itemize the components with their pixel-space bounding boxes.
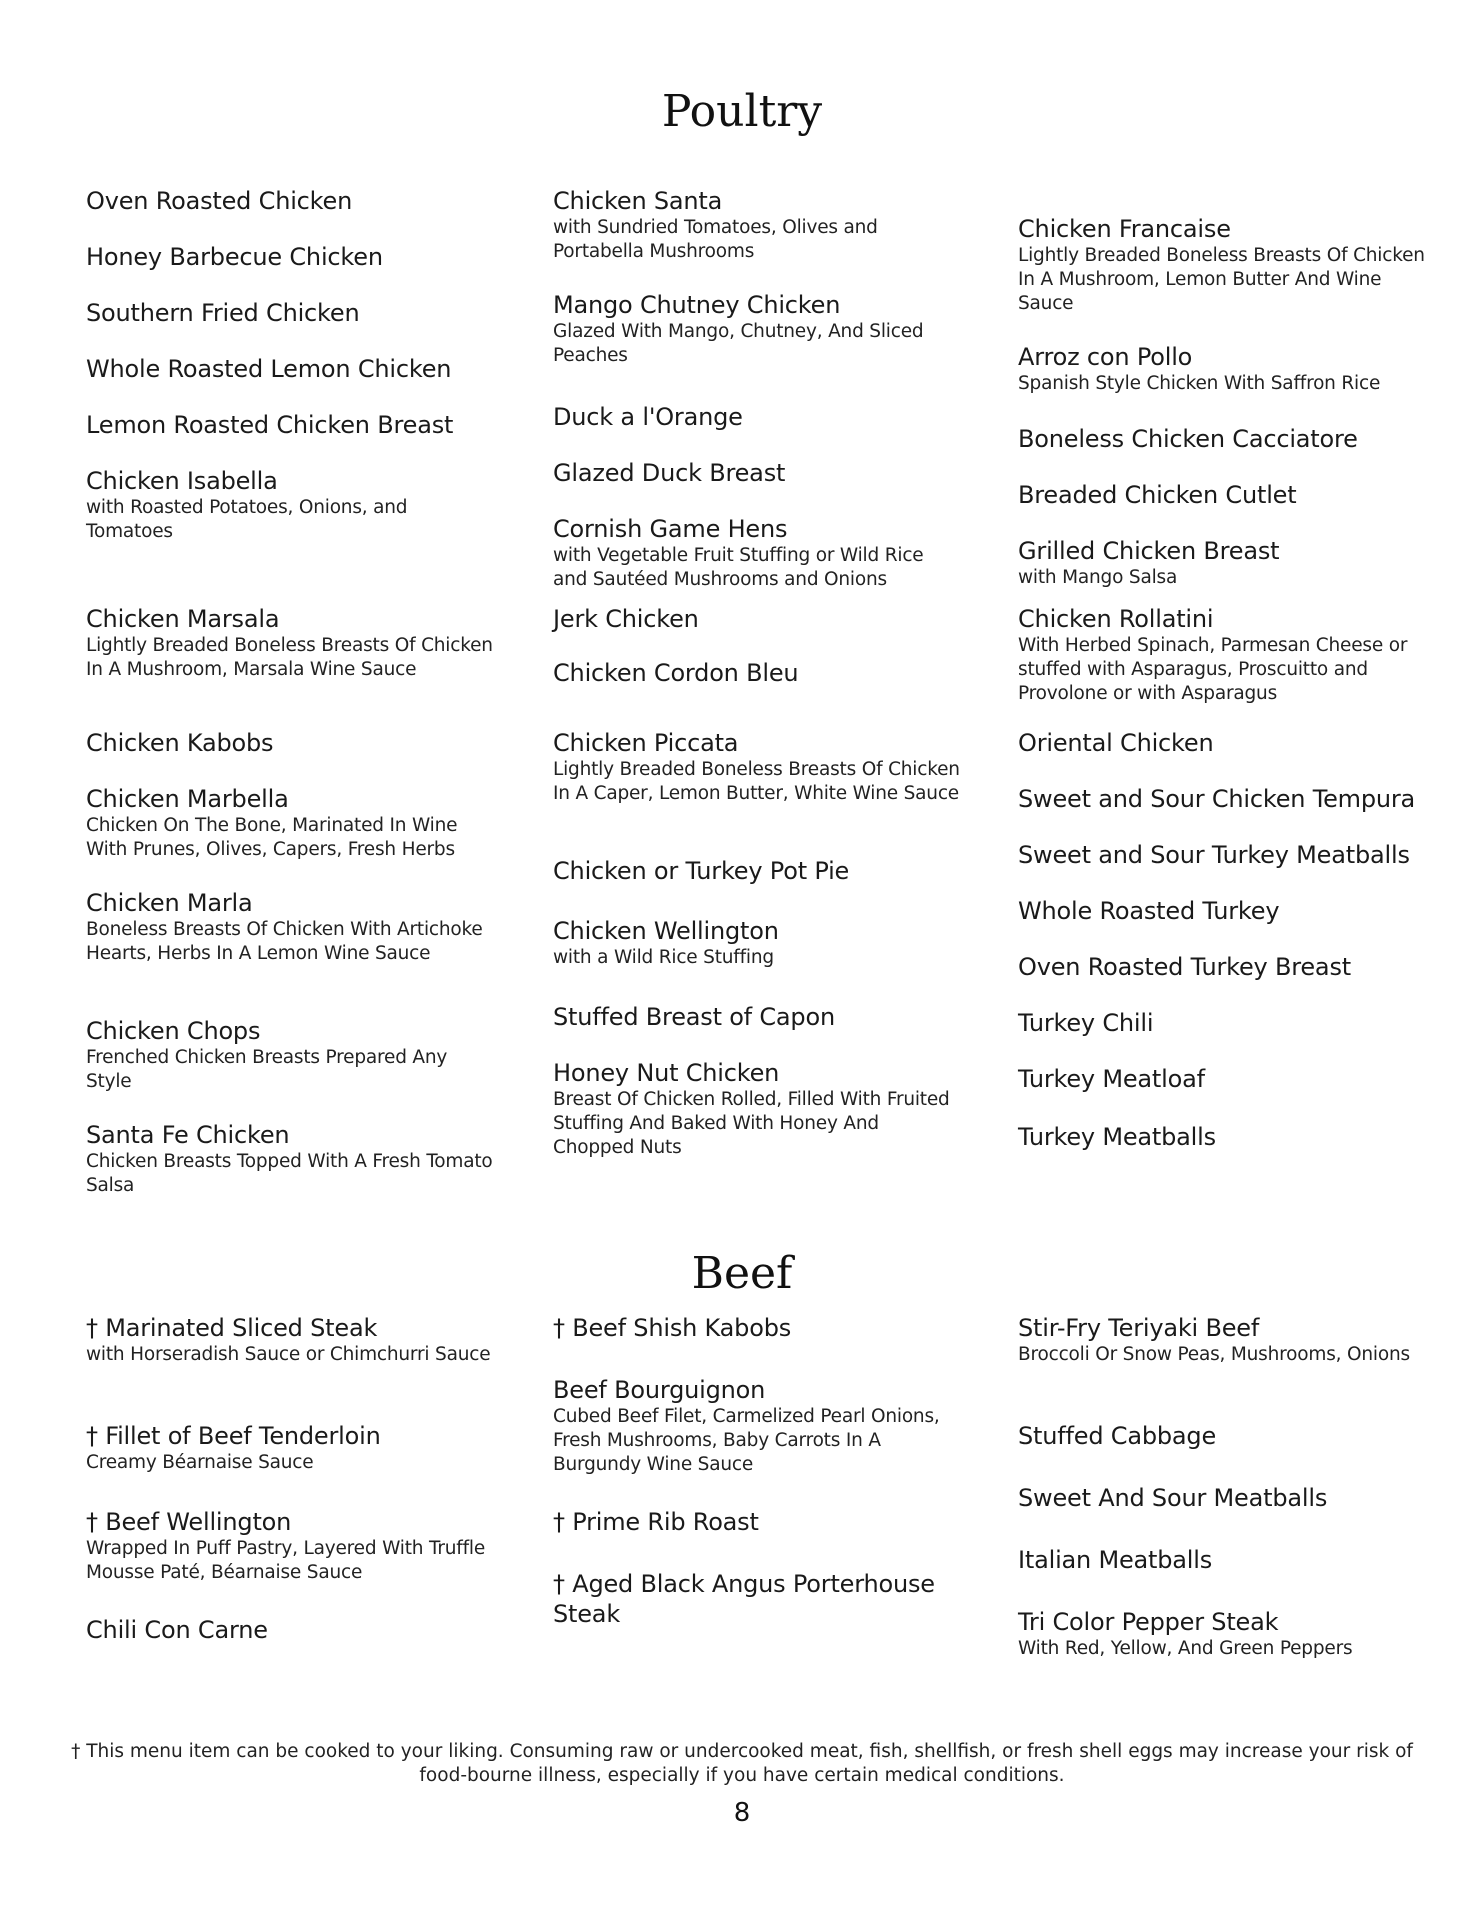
menu-item (553, 290, 963, 368)
item-name: † Marinated Sliced Steak (86, 1314, 378, 1342)
menu-item (553, 728, 963, 806)
menu-item (86, 298, 496, 328)
item-name: Italian Meatballs (1018, 1546, 1213, 1574)
item-name: † Beef Wellington (86, 1508, 292, 1536)
menu-item (1018, 896, 1428, 926)
menu-item (1018, 952, 1428, 982)
item-name: Whole Roasted Turkey (1018, 897, 1280, 925)
menu-item (86, 354, 496, 384)
menu-item (1018, 1483, 1428, 1513)
menu-item (1018, 1064, 1428, 1094)
item-description: with Roasted Potatoes, Onions, and Tomatoes (86, 497, 408, 542)
menu-item (86, 784, 496, 862)
item-name: Sweet And Sour Meatballs (1018, 1484, 1328, 1512)
item-name: Tri Color Pepper Steak (1018, 1608, 1279, 1636)
menu-item (1018, 424, 1428, 454)
item-description: with Mango Salsa (1018, 567, 1178, 588)
menu-item (1018, 342, 1428, 396)
menu-item (1018, 1607, 1428, 1661)
item-name: Honey Barbecue Chicken (86, 243, 383, 271)
item-description: Cubed Beef Filet, Carmelized Pearl Onions, Fresh Mushrooms, Baby Carrots In A Burgundy Wine Sauce (553, 1406, 940, 1475)
menu-item (86, 1016, 496, 1094)
menu-item (86, 728, 496, 758)
item-description: Lightly Breaded Boneless Breasts Of Chicken In A Caper, Lemon Butter, White Wine Sauce (553, 759, 960, 804)
item-name: Turkey Meatloaf (1018, 1065, 1205, 1093)
menu-item (86, 1421, 496, 1475)
menu-item (553, 1507, 963, 1537)
item-name: Lemon Roasted Chicken Breast (86, 411, 454, 439)
menu-item (553, 856, 963, 886)
item-name: Chicken Marla (86, 889, 253, 917)
menu-item (553, 658, 963, 688)
item-name: Chicken Marbella (86, 785, 289, 813)
item-name: † Beef Shish Kabobs (553, 1314, 792, 1342)
item-description: Creamy Béarnaise Sauce (86, 1452, 314, 1473)
item-description: Breast Of Chicken Rolled, Filled With Fruited Stuffing And Baked With Honey And Chopped Nuts (553, 1089, 950, 1158)
menu-item (1018, 1122, 1428, 1152)
item-name: Boneless Chicken Cacciatore (1018, 425, 1358, 453)
menu-item (553, 1058, 963, 1160)
item-description: with a Wild Rice Stuffing (553, 947, 774, 968)
item-name: Chicken Santa (553, 187, 723, 215)
item-name: † Fillet of Beef Tenderloin (86, 1422, 381, 1450)
item-description: Glazed With Mango, Chutney, And Sliced Peaches (553, 321, 924, 366)
menu-item (86, 1313, 496, 1367)
menu-item (1018, 604, 1428, 706)
item-name: Chili Con Carne (86, 1616, 268, 1644)
item-description: Chicken On The Bone, Marinated In Wine With Prunes, Olives, Capers, Fresh Herbs (86, 815, 458, 860)
menu-item (1018, 480, 1428, 510)
menu-item (86, 604, 496, 682)
item-description: with Horseradish Sauce or Chimchurri Sauce (86, 1344, 491, 1365)
item-name: Cornish Game Hens (553, 515, 788, 543)
item-name: Chicken Francaise (1018, 215, 1231, 243)
poultry-section-title: Poultry (661, 86, 823, 137)
item-name: Stuffed Cabbage (1018, 1422, 1217, 1450)
item-description: with Sundried Tomatoes, Olives and Portabella Mushrooms (553, 217, 878, 262)
menu-item (86, 410, 496, 440)
footnote (0, 1740, 1484, 1788)
item-name: Grilled Chicken Breast (1018, 537, 1280, 565)
footnote-line-2: food-bourne illness, especially if you have certain medical conditions. (419, 1765, 1065, 1786)
menu-item (86, 186, 496, 216)
item-description: with Vegetable Fruit Stuffing or Wild Rice and Sautéed Mushrooms and Onions (553, 545, 924, 590)
item-name: Oriental Chicken (1018, 729, 1214, 757)
menu-item (553, 402, 963, 432)
menu-item (1018, 1545, 1428, 1575)
item-name: Turkey Chili (1018, 1009, 1154, 1037)
item-description: With Herbed Spinach, Parmesan Cheese or stuffed with Asparagus, Proscuitto and Provolone or with Asparagus (1018, 635, 1408, 704)
item-name: Duck a l'Orange (553, 403, 743, 431)
item-name: Stir-Fry Teriyaki Beef (1018, 1314, 1260, 1342)
menu-item (1018, 840, 1428, 870)
item-description: With Red, Yellow, And Green Peppers (1018, 1638, 1353, 1659)
menu-item (553, 1002, 963, 1032)
menu-item (1018, 1313, 1428, 1367)
item-name: Chicken Piccata (553, 729, 739, 757)
item-name: † Aged Black Angus Porterhouse Steak (553, 1570, 935, 1628)
menu-item (553, 514, 963, 592)
item-name: Sweet and Sour Chicken Tempura (1018, 785, 1416, 813)
menu-item (86, 1120, 496, 1198)
item-name: † Prime Rib Roast (553, 1508, 759, 1536)
menu-item (1018, 536, 1428, 590)
item-name: Mango Chutney Chicken (553, 291, 841, 319)
item-description: Frenched Chicken Breasts Prepared Any Style (86, 1047, 448, 1092)
item-description: Lightly Breaded Boneless Breasts Of Chicken In A Mushroom, Marsala Wine Sauce (86, 635, 493, 680)
item-name: Chicken Isabella (86, 467, 278, 495)
item-name: Stuffed Breast of Capon (553, 1003, 835, 1031)
item-name: Breaded Chicken Cutlet (1018, 481, 1297, 509)
item-description: Boneless Breasts Of Chicken With Artichoke Hearts, Herbs In A Lemon Wine Sauce (86, 919, 483, 964)
item-name: Honey Nut Chicken (553, 1059, 780, 1087)
item-name: Chicken Wellington (553, 917, 779, 945)
beef-section-title: Beef (691, 1248, 793, 1299)
item-name: Chicken Chops (86, 1017, 261, 1045)
menu-item (553, 186, 963, 264)
item-description: Chicken Breasts Topped With A Fresh Tomato Salsa (86, 1151, 493, 1196)
item-name: Sweet and Sour Turkey Meatballs (1018, 841, 1410, 869)
menu-item (553, 604, 963, 634)
item-description: Wrapped In Puff Pastry, Layered With Truffle Mousse Paté, Béarnaise Sauce (86, 1538, 486, 1583)
menu-item (1018, 728, 1428, 758)
item-name: Arroz con Pollo (1018, 343, 1193, 371)
menu-item (553, 1375, 963, 1477)
item-name: Chicken Rollatini (1018, 605, 1214, 633)
item-name: Chicken Cordon Bleu (553, 659, 799, 687)
menu-item (86, 466, 496, 544)
item-name: Jerk Chicken (553, 605, 699, 633)
item-name: Chicken Marsala (86, 605, 280, 633)
item-name: Oven Roasted Chicken (86, 187, 353, 215)
item-name: Whole Roasted Lemon Chicken (86, 355, 452, 383)
item-name: Santa Fe Chicken (86, 1121, 290, 1149)
item-name: Glazed Duck Breast (553, 459, 786, 487)
item-name: Oven Roasted Turkey Breast (1018, 953, 1351, 981)
item-name: Southern Fried Chicken (86, 299, 360, 327)
menu-item (86, 888, 496, 966)
item-description: Lightly Breaded Boneless Breasts Of Chicken In A Mushroom, Lemon Butter And Wine Sauce (1018, 245, 1425, 314)
item-name: Chicken or Turkey Pot Pie (553, 857, 850, 885)
item-description: Spanish Style Chicken With Saffron Rice (1018, 373, 1381, 394)
menu-item (1018, 214, 1428, 316)
page-number: 8 (733, 1798, 751, 1828)
menu-item (86, 1615, 496, 1645)
item-name: Turkey Meatballs (1018, 1123, 1216, 1151)
menu-item (553, 1313, 963, 1343)
footnote-line-1: † This menu item can be cooked to your liking. Consuming raw or undercooked meat, fish, shellfish, or fresh shell eggs may increase your risk of (71, 1741, 1413, 1762)
menu-item (86, 242, 496, 272)
menu-item (1018, 1008, 1428, 1038)
item-name: Beef Bourguignon (553, 1376, 766, 1404)
item-description: Broccoli Or Snow Peas, Mushrooms, Onions (1018, 1344, 1410, 1365)
menu-item (1018, 1421, 1428, 1451)
menu-item (553, 1569, 963, 1629)
menu-item (86, 1507, 496, 1585)
menu-item (553, 916, 963, 970)
menu-item (1018, 784, 1428, 814)
item-name: Chicken Kabobs (86, 729, 274, 757)
menu-item (553, 458, 963, 488)
